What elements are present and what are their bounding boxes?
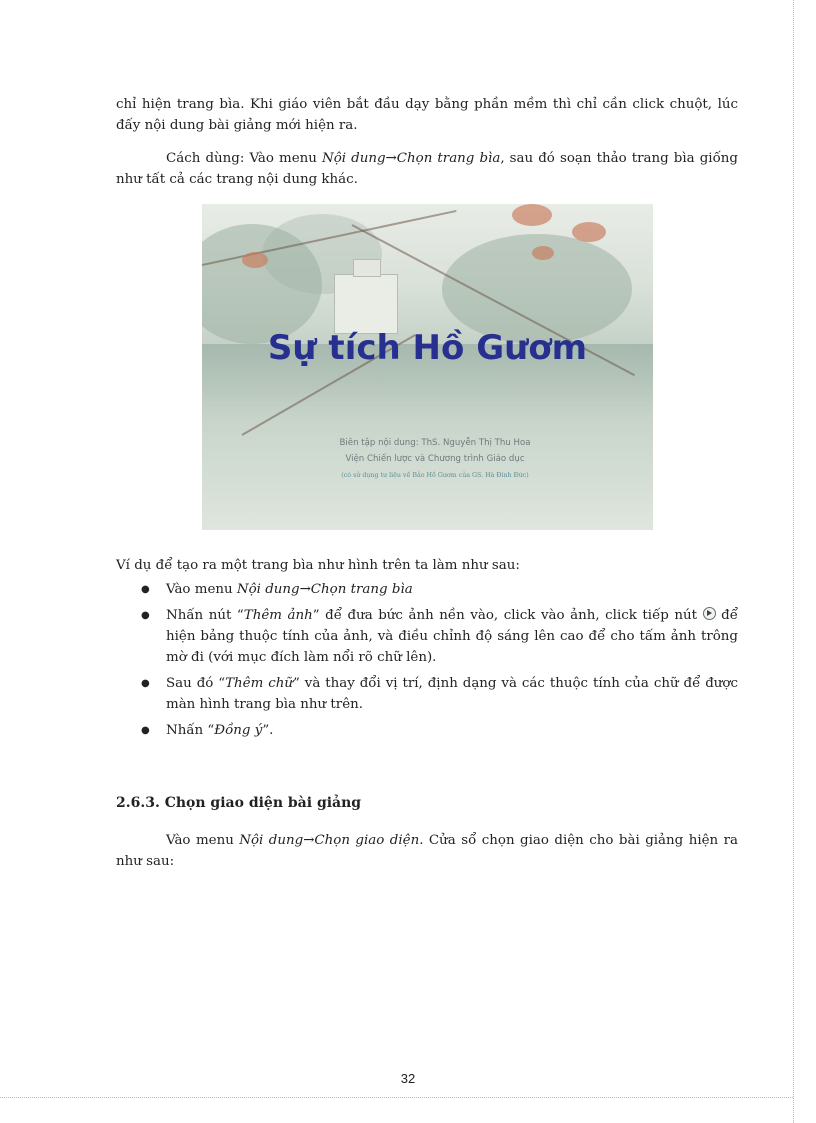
paragraph-2-prefix: Cách dùng: Vào menu — [166, 151, 322, 166]
paragraph-3-prefix: Vào menu — [166, 833, 240, 848]
step-4-b: ”. — [262, 723, 274, 738]
step-1 — [116, 579, 738, 600]
paragraph-2 — [116, 148, 738, 190]
paragraph-3 — [116, 830, 738, 872]
step-2-button: Thêm ảnh — [243, 608, 313, 623]
page-right-border — [793, 0, 794, 1123]
paragraph-2-suffix: , sau đó soạn thảo trang bìa giống như tất cả các trang nội dung khác. — [116, 151, 738, 187]
step-4-a: Nhấn “ — [166, 723, 215, 738]
cover-institute: Viện Chiến lược và Chương trình Giáo dục — [345, 454, 525, 464]
blossom-3 — [532, 246, 554, 260]
play-circle-icon — [703, 607, 716, 620]
page-bottom-border — [0, 1097, 793, 1098]
step-1-menu: Nội dung→Chọn trang bìa — [236, 582, 413, 597]
paragraph-1 — [116, 94, 738, 136]
cover-title: Sự tích Hồ Gươm — [267, 328, 588, 368]
intro-text: Ví dụ để tạo ra một trang bìa như hình trên ta làm như sau: — [116, 558, 520, 573]
step-2 — [116, 605, 738, 668]
page-number: 32 — [400, 1071, 416, 1086]
step-3-button: Thêm chữ — [225, 676, 293, 691]
paragraph-1-text: chỉ hiện trang bìa. Khi giáo viên bắt đầu dạy bằng phần mềm thì chỉ cần click chuột, lúc đấy nội dung bài giảng mới hiện ra. — [116, 97, 738, 133]
lake-water — [202, 344, 653, 530]
step-3-a: Sau đó “ — [166, 676, 226, 691]
cover-page-image — [202, 204, 653, 530]
turtle-tower — [334, 274, 398, 334]
step-3 — [116, 673, 738, 715]
menu-path-cover: Nội dung→Chọn trang bìa — [322, 151, 501, 166]
cover-editor: Biên tập nội dung: ThS. Nguyễn Thị Thu Hoa — [339, 438, 531, 448]
step-4 — [116, 720, 738, 741]
steps-list — [116, 579, 738, 746]
menu-path-interface: Nội dung→Chọn giao diện — [239, 833, 420, 848]
step-1-prefix: Vào menu — [166, 582, 237, 597]
step-2-c: để hiện bảng thuộc tính của ảnh, và điều chỉnh độ sáng lên cao để cho tấm ảnh trông mờ đi (với mục đích làm nổi rõ chữ lên). — [166, 608, 738, 665]
blossom-2 — [572, 222, 606, 242]
step-4-button: Đồng ý — [214, 723, 263, 738]
cover-note: (có sử dụng tư liệu về Bảo Hồ Gươm của GS. Hà Đình Đức) — [341, 472, 529, 479]
step-3-b: ” và thay đổi vị trí, định dạng và các thuộc tính của chữ để được màn hình trang bìa như trên. — [166, 676, 738, 712]
blossom-4 — [242, 252, 268, 268]
paragraph-3-suffix: . Cửa sổ chọn giao diện cho bài giảng hiện ra như sau: — [116, 833, 738, 869]
step-2-a: Nhấn nút “ — [166, 608, 244, 623]
intro-line — [116, 555, 738, 576]
blossom-1 — [512, 204, 552, 226]
section-heading: 2.6.3. Chọn giao diện bài giảng — [116, 795, 362, 811]
step-2-b: ” để đưa bức ảnh nền vào, click vào ảnh, click tiếp nút — [312, 608, 703, 623]
